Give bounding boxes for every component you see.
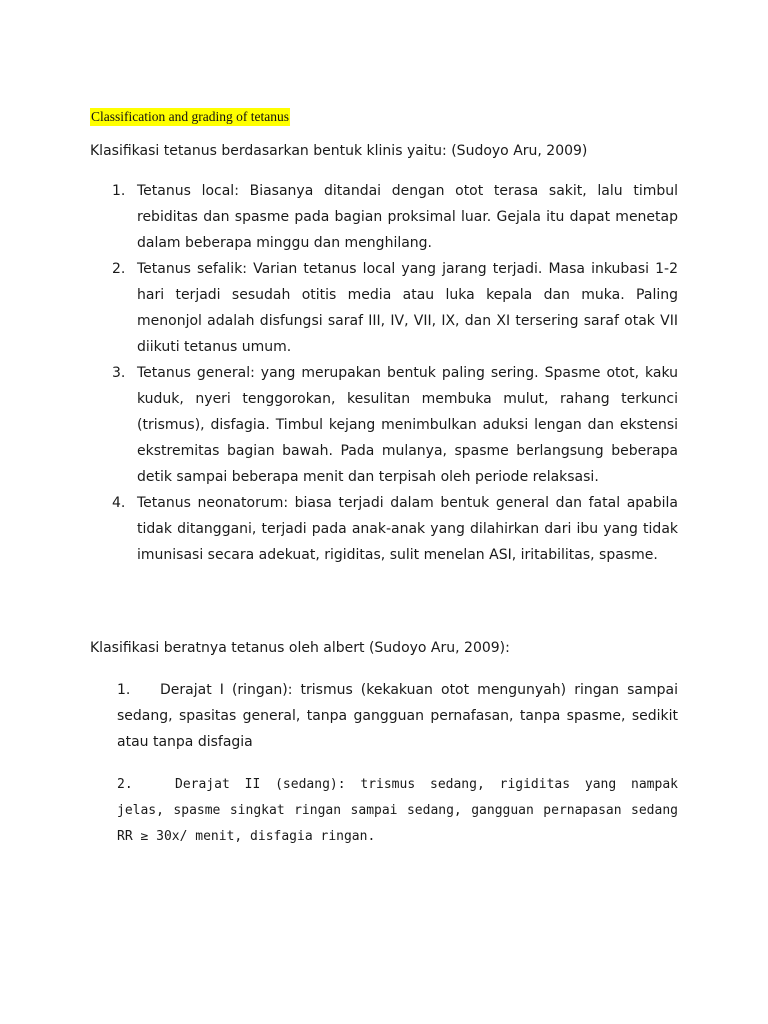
list-number: 3.: [112, 365, 126, 381]
grade-1-paragraph: [117, 677, 678, 755]
list-item-text: Tetanus neonatorum: biasa terjadi dalam bentuk general dan fatal apabila tidak ditanggani, terjadi pada anak-anak yang dilahirkan dari ibu yang tidak imunisasi secara adekuat, rigiditas, sulit menelan ASI, iritabilitas, spasme.: [137, 495, 678, 563]
grade-2-paragraph: [117, 772, 678, 850]
list-item: [90, 490, 678, 568]
list-item-text: Tetanus sefalik: Varian tetanus local yang jarang terjadi. Masa inkubasi 1-2 hari terjadi sesudah otitis media atau luka kepala dan muka. Paling menonjol adalah disfungsi saraf III, IV, VII, IX, dan XI tersering saraf otak VII diikuti tetanus umum.: [137, 261, 678, 355]
list-number: 4.: [112, 495, 126, 511]
grade-2-text: Derajat II (sedang): trismus sedang, rigiditas yang nampak jelas, spasme singkat ringan sampai sedang, gangguan pernapasan sedang RR ≥ 30x/ menit, disfagia ringan.: [117, 777, 678, 844]
list-number: 2.: [112, 261, 126, 277]
grade-2-number: 2.: [117, 777, 133, 792]
clinical-classification-intro: Klasifikasi tetanus berdasarkan bentuk klinis yaitu: (Sudoyo Aru, 2009): [90, 143, 588, 159]
list-item-text: Tetanus local: Biasanya ditandai dengan otot terasa sakit, lalu timbul rebiditas dan spasme pada bagian proksimal luar. Gejala itu dapat menetap dalam beberapa minggu dan menghilang.: [137, 183, 678, 251]
list-number: 1.: [112, 183, 126, 199]
grading-intro: Klasifikasi beratnya tetanus oleh albert (Sudoyo Aru, 2009):: [90, 640, 510, 656]
grade-1-text: Derajat I (ringan): trismus (kekakuan otot mengunyah) ringan sampai sedang, spasitas general, tanpa gangguan pernafasan, tanpa spasme, sedikit atau tanpa disfagia: [117, 682, 678, 750]
list-item: [90, 360, 678, 490]
highlighted-heading: Classification and grading of tetanus: [91, 109, 289, 124]
list-item: [90, 256, 678, 360]
list-item: [90, 178, 678, 256]
clinical-classification-list: [90, 178, 678, 568]
grade-1-number: 1.: [117, 682, 131, 698]
list-item-text: Tetanus general: yang merupakan bentuk paling sering. Spasme otot, kaku kuduk, nyeri tenggorokan, kesulitan membuka mulut, rahang terkunci (trismus), disfagia. Timbul kejang menimbulkan aduksi lengan dan ekstensi ekstremitas bagian bawah. Pada mulanya, spasme berlangsung beberapa detik sampai beberapa menit dan terpisah oleh periode relaksasi.: [137, 365, 678, 485]
